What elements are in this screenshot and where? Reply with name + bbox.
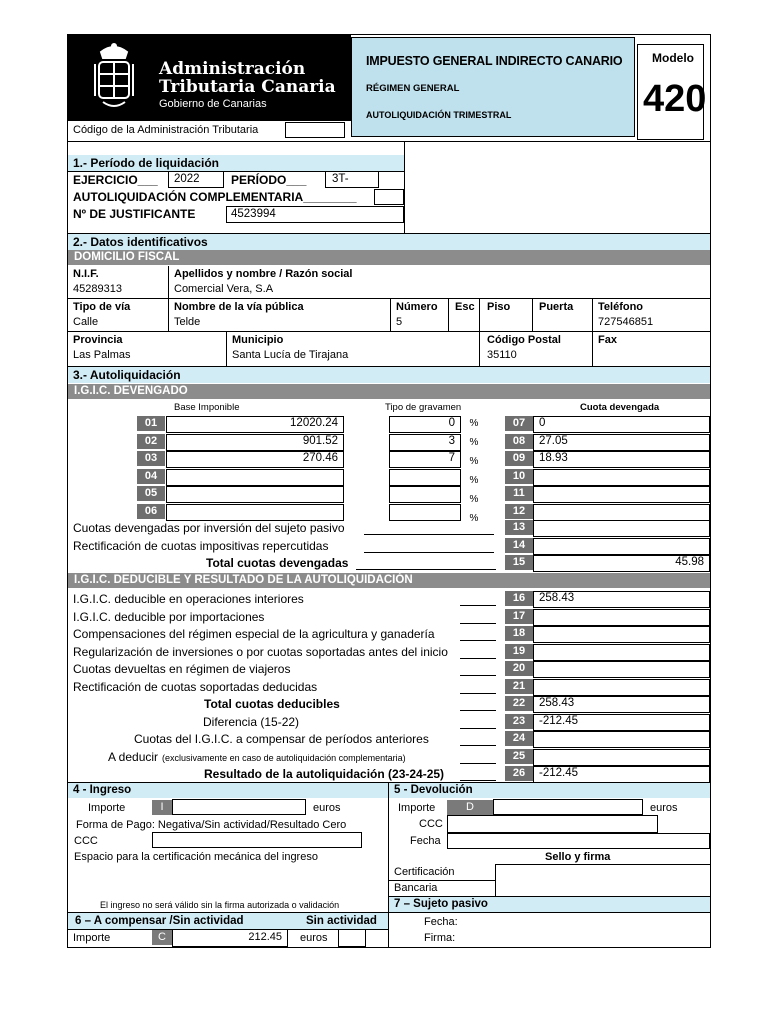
model-label: Modelo — [652, 51, 694, 65]
deducible-line-label: Rectificación de cuotas soportadas deducidas — [73, 679, 318, 694]
devolucion-ccc-label: CCC — [419, 818, 443, 830]
justificante-label: Nº DE JUSTIFICANTE — [73, 207, 196, 221]
underline — [460, 623, 496, 624]
sin-actividad-checkbox[interactable] — [338, 929, 366, 947]
header-logo-block — [67, 34, 351, 120]
domicilio-fiscal-bar: DOMICILIO FISCAL — [68, 250, 710, 265]
compensar-code: C — [152, 930, 172, 945]
devengado-bar: I.G.I.C. DEVENGADO — [68, 384, 710, 399]
devengado-code-box: 14 — [505, 538, 533, 553]
cuota-code-box: 10 — [505, 469, 533, 484]
devengado-code-box: 13 — [505, 520, 533, 535]
devengado-value-field[interactable] — [533, 520, 710, 537]
base-imponible-value: 901.52 — [302, 434, 338, 447]
coat-of-arms-icon — [89, 40, 139, 112]
via-name-label: Nombre de la vía pública — [174, 301, 304, 313]
deducible-line-label: Cuotas del I.G.I.C. a compensar de períodos anteriores — [134, 732, 429, 746]
cuota-devengada-value: 27.05 — [539, 434, 568, 447]
via-type-label: Tipo de vía — [73, 301, 131, 313]
ejercicio-value: 2022 — [174, 173, 200, 185]
tipo-gravamen-value: 7 — [448, 452, 455, 464]
underline — [460, 745, 496, 746]
org-line-2: Tributaria Canaria — [159, 77, 336, 97]
via-name-value: Telde — [174, 316, 201, 328]
frame-right — [710, 34, 711, 948]
devengado-value-field[interactable] — [533, 538, 710, 555]
section-2-title: 2.- Datos identificativos — [73, 235, 208, 249]
deducible-value: 258.43 — [539, 592, 575, 604]
underline — [356, 569, 496, 570]
underline — [460, 658, 496, 659]
self-assessment-label: AUTOLIQUIDACIÓN TRIMESTRAL — [366, 110, 512, 120]
deducible-line-label: Regularización de inversiones o por cuotas soportadas antes del inicio — [73, 644, 448, 659]
devolucion-fecha-field[interactable] — [447, 833, 710, 849]
org-line-3: Gobierno de Canarias — [159, 98, 267, 110]
frame-top — [67, 34, 711, 35]
cuota-code-box: 09 — [505, 451, 533, 466]
piso-label: Piso — [487, 301, 511, 313]
percent-symbol: % — [469, 456, 479, 467]
underline — [460, 605, 496, 606]
deducible-code-box: 24 — [505, 731, 533, 746]
deducible-value-field[interactable] — [533, 679, 710, 696]
ingreso-importe-label: Importe — [88, 802, 126, 814]
underline — [364, 552, 494, 553]
cert-label-2: Bancaria — [394, 882, 438, 894]
deducible-bar: I.G.I.C. DEDUCIBLE Y RESULTADO DE LA AUTOLIQUIDACIÓN — [68, 573, 710, 588]
admin-code-label: Código de la Administración Tributaria — [73, 124, 259, 136]
deducible-line-label: Diferencia (15-22) — [203, 714, 300, 729]
tipo-gravamen-field[interactable] — [389, 486, 461, 503]
base-header: Base Imponible — [174, 402, 240, 413]
cuota-code-box: 08 — [505, 434, 533, 449]
cuota-devengada-value: 18.93 — [539, 452, 568, 464]
deducible-code-box: 20 — [505, 661, 533, 676]
deducible-value-field[interactable] — [533, 661, 710, 678]
base-code-box: 06 — [137, 504, 165, 519]
deducible-code-box: 22 — [505, 696, 533, 711]
regime-label: RÉGIMEN GENERAL — [366, 83, 460, 94]
tax-title: IMPUESTO GENERAL INDIRECTO CANARIO — [366, 54, 623, 68]
deducible-line-label: Resultado de la autoliquidación (23-24-25) — [204, 767, 445, 781]
devolucion-fecha-label: Fecha — [410, 835, 441, 847]
provincia-value: Las Palmas — [73, 349, 131, 361]
underline — [460, 763, 496, 764]
org-line-1: Administración — [159, 59, 306, 79]
ingreso-code: I — [152, 800, 172, 815]
a-deducir-label: A deducir — [108, 749, 159, 764]
cuota-devengada-field[interactable] — [533, 486, 710, 503]
devengado-code-box: 15 — [505, 555, 533, 570]
compensar-euros: euros — [300, 932, 328, 944]
deducible-code-box: 17 — [505, 609, 533, 624]
model-box — [637, 44, 707, 140]
percent-symbol: % — [469, 437, 479, 448]
provincia-label: Provincia — [73, 334, 123, 346]
deducible-code-box: 18 — [505, 626, 533, 641]
compensar-importe-label: Importe — [73, 932, 111, 944]
nif-label: N.I.F. — [73, 268, 99, 280]
cuota-devengada-field[interactable] — [533, 504, 710, 521]
base-imponible-field[interactable] — [166, 486, 344, 503]
base-code-box: 03 — [137, 451, 165, 466]
a-deducir-note: (exclusivamente en caso de autoliquidación complementaria) — [162, 752, 406, 763]
municipio-value: Santa Lucía de Tirajana — [232, 349, 349, 361]
forma-pago-label: Forma de Pago: Negativa/Sin actividad/Resultado Cero — [76, 819, 347, 831]
base-imponible-field[interactable] — [166, 504, 344, 521]
deducible-line-label — [108, 750, 406, 765]
periodo-label: PERÍODO___ — [231, 173, 307, 187]
admin-code-field[interactable] — [285, 122, 345, 138]
cuota-code-box: 07 — [505, 416, 533, 431]
devengado-value: 45.98 — [675, 556, 704, 568]
devengado-line-label: Rectificación de cuotas impositivas repercutidas — [73, 538, 329, 553]
cert-space-label: Espacio para la certificación mecánica del ingreso — [74, 851, 318, 863]
sello-label: Sello y firma — [545, 851, 611, 863]
deducible-value: -212.45 — [539, 714, 579, 727]
base-imponible-value: 270.46 — [302, 452, 338, 464]
devolucion-ccc-field[interactable] — [447, 815, 658, 833]
devolucion-importe-field[interactable] — [493, 799, 643, 815]
underline — [460, 780, 496, 781]
ingreso-ccc-field[interactable] — [152, 832, 362, 848]
percent-symbol: % — [469, 494, 479, 505]
underline — [460, 675, 496, 676]
base-code-box: 02 — [137, 434, 165, 449]
underline — [460, 640, 496, 641]
name-value: Comercial Vera, S.A — [174, 283, 274, 295]
periodo-value: 3T- — [332, 173, 349, 185]
justificante-value: 4523994 — [231, 208, 276, 220]
section-4-title: 4 - Ingreso — [73, 784, 132, 796]
section-1-title: 1.- Período de liquidación — [73, 156, 220, 170]
fax-label: Fax — [598, 334, 617, 346]
section-5-title: 5 - Devolución — [394, 784, 473, 796]
deducible-value-field[interactable] — [533, 609, 710, 626]
nif-value: 45289313 — [73, 283, 122, 295]
ingreso-euros: euros — [313, 802, 341, 814]
deducible-value: 258.43 — [539, 697, 575, 709]
devolucion-euros: euros — [650, 802, 678, 814]
base-code-box: 05 — [137, 486, 165, 501]
municipio-label: Municipio — [232, 334, 284, 346]
deducible-value: -212.45 — [539, 767, 579, 779]
model-number: 420 — [643, 78, 707, 120]
deducible-code-box: 21 — [505, 679, 533, 694]
tipo-gravamen-field[interactable] — [389, 504, 461, 521]
tipo-gravamen-value: 3 — [448, 434, 455, 447]
deducible-code-box: 26 — [505, 766, 533, 781]
cp-value: 35110 — [487, 349, 517, 361]
deducible-line-label: Compensaciones del régimen especial de la agricultura y ganadería — [73, 627, 435, 641]
ingreso-ccc-label: CCC — [74, 835, 98, 847]
section-7-title: 7 – Sujeto pasivo — [394, 898, 488, 910]
percent-symbol: % — [469, 475, 479, 486]
base-code-box: 01 — [137, 416, 165, 431]
deducible-line-label: I.G.I.C. deducible por importaciones — [73, 609, 265, 624]
name-label: Apellidos y nombre / Razón social — [174, 268, 353, 280]
deducible-line-label: Cuotas devueltas en régimen de viajeros — [73, 662, 291, 676]
frame-bottom — [67, 947, 711, 948]
compensar-importe-value: 212.45 — [248, 931, 282, 943]
tipo-gravamen-field[interactable] — [389, 469, 461, 486]
deducible-code-box: 19 — [505, 644, 533, 659]
cuota-header: Cuota devengada — [580, 402, 660, 413]
header-title-block — [351, 37, 635, 137]
devengado-line-label: Total cuotas devengadas — [206, 556, 349, 570]
deducible-value-field[interactable] — [533, 731, 710, 748]
ingreso-note: El ingreso no será válido sin la firma autorizada o validación — [100, 900, 340, 910]
sujeto-fecha-label: Fecha: — [424, 916, 458, 928]
percent-symbol: % — [469, 418, 479, 429]
telefono-value: 727546851 — [598, 316, 654, 328]
cuota-devengada-field[interactable] — [533, 416, 710, 433]
cuota-devengada-field[interactable] — [533, 469, 710, 486]
percent-symbol: % — [469, 513, 479, 524]
complementaria-label: AUTOLIQUIDACIÓN COMPLEMENTARIA________ — [73, 190, 357, 204]
devengado-line-label: Cuotas devengadas por inversión del sujeto pasivo — [73, 521, 345, 535]
complementaria-checkbox[interactable] — [374, 189, 404, 205]
telefono-label: Teléfono — [598, 301, 644, 313]
tipo-header: Tipo de gravamen — [385, 402, 462, 413]
tipo-gravamen-value: 0 — [448, 417, 455, 429]
devolucion-importe-label: Importe — [398, 802, 436, 814]
underline — [364, 534, 494, 535]
cuota-devengada-value: 0 — [539, 417, 546, 429]
cuota-code-box: 11 — [505, 486, 533, 501]
cert-label-1: Certificación — [394, 866, 455, 878]
esc-label: Esc — [455, 301, 475, 313]
puerta-label: Puerta — [539, 301, 574, 313]
underline — [460, 710, 496, 711]
deducible-line-label: Total cuotas deducibles — [204, 697, 340, 711]
deducible-value-field[interactable] — [533, 749, 710, 766]
base-imponible-value: 12020.24 — [290, 417, 338, 429]
deducible-value-field[interactable] — [533, 626, 710, 643]
ejercicio-label: EJERCICIO___ — [73, 173, 158, 187]
ingreso-importe-field[interactable] — [172, 799, 306, 815]
cp-label: Código Postal — [487, 334, 561, 346]
deducible-line-label: I.G.I.C. deducible en operaciones interiores — [73, 592, 304, 606]
sujeto-firma-label: Firma: — [424, 932, 456, 944]
numero-label: Número — [396, 301, 438, 313]
deducible-code-box: 16 — [505, 591, 533, 606]
underline — [460, 728, 496, 729]
section-3-title: 3.- Autoliquidación — [73, 368, 181, 382]
via-type-value: Calle — [73, 316, 99, 328]
deducible-code-box: 25 — [505, 749, 533, 764]
base-code-box: 04 — [137, 469, 165, 484]
deducible-code-box: 23 — [505, 714, 533, 729]
numero-value: 5 — [396, 316, 403, 328]
base-imponible-field[interactable] — [166, 469, 344, 486]
underline — [460, 693, 496, 694]
devolucion-code: D — [447, 800, 493, 815]
section-6-title: 6 – A compensar /Sin actividad — [75, 915, 244, 927]
cuota-code-box: 12 — [505, 504, 533, 519]
sin-actividad-label: Sin actividad — [306, 915, 377, 927]
deducible-value-field[interactable] — [533, 644, 710, 661]
